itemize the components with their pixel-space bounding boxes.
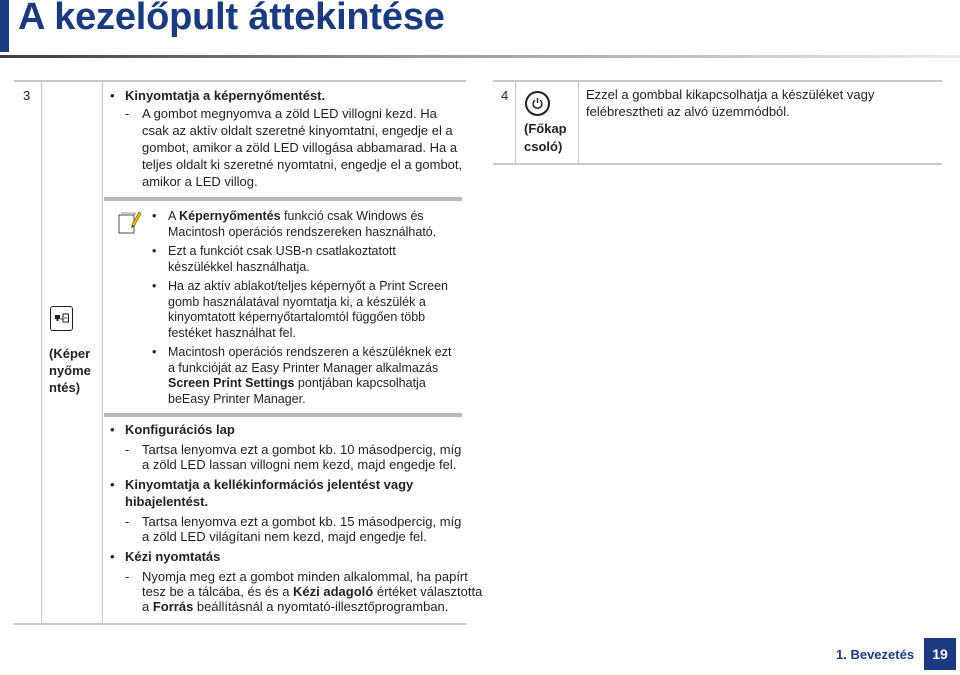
screen-print-icon: [50, 306, 73, 331]
manual-heading: Kézi nyomtatás: [125, 549, 221, 564]
footer-section-link[interactable]: 1. Bevezetés: [836, 647, 915, 662]
note-item-2: [152, 244, 457, 275]
manual-line-3-pre: a: [142, 599, 153, 614]
power-label-2: csoló): [524, 139, 563, 154]
page-number-badge: 19: [924, 638, 956, 670]
note-item-4-bold: Screen Print Settings: [168, 376, 295, 390]
screen-print-heading: Kinyomtatja a képernyőmentést.: [125, 88, 326, 103]
config-line-1: Tartsa lenyomva ezt a gombot kb. 10 másodpercig, míg: [142, 442, 462, 457]
supplies-heading-1: Kinyomtatja a kellékinformációs jelentést vagy: [125, 477, 414, 492]
title-underline: [0, 55, 960, 58]
note-item-4-pre: Macintosh operációs rendszeren a készüléknek ezt a funkcióját az Easy Printer Manager alkalmazás: [168, 345, 452, 375]
note-item-1: [152, 209, 457, 240]
manual-line-2-pre: tesz be a tálcába, és és a: [142, 584, 294, 599]
power-desc-2: felébresztheti az alvó üzemmódból.: [586, 104, 790, 119]
note-item-1-pre: A: [168, 209, 180, 223]
row3-bottom-rule: [14, 623, 466, 625]
note-item-4-post: pontjában kapcsolhatja beEasy Printer Manager.: [168, 376, 426, 406]
dash: -: [125, 514, 130, 529]
supplies-line-2: a zöld LED világítani nem kezd, majd engedje fel.: [142, 529, 427, 544]
manual-line-2-bold: Kézi adagoló: [293, 584, 374, 599]
dash: -: [125, 569, 130, 584]
note-item-4: [152, 345, 457, 407]
power-label-1: (Főkap: [524, 121, 567, 136]
power-desc-1: Ezzel a gombbal kikapcsolhatja a készüléket vagy: [586, 87, 875, 102]
row4-col-divider-2: [578, 82, 579, 163]
screen-print-label-3: ntés): [49, 380, 81, 395]
note-item-3: [152, 279, 457, 341]
bullet-dot: •: [110, 422, 115, 437]
row3-number: 3: [23, 88, 31, 103]
dash: -: [125, 106, 130, 121]
row3-col-divider-2: [102, 82, 103, 623]
manual-line-3-post: beállításnál a nyomtató-illesztőprogramban.: [193, 599, 449, 614]
row4-bottom-rule: [493, 163, 942, 165]
dash: -: [125, 442, 130, 457]
row4-number: 4: [501, 88, 509, 103]
manual-line-1: Nyomja meg ezt a gombot minden alkalommal, ha papírt: [142, 569, 468, 584]
note-item-1-bold: Képernyőmentés: [179, 209, 281, 223]
note-list: [152, 209, 457, 411]
note-item-1-post: funkció csak Windows és Macintosh operációs rendszereken használható.: [168, 209, 437, 239]
config-heading: Konfigurációs lap: [125, 422, 235, 437]
note-box: [104, 197, 462, 417]
screen-print-line-5: amikor a LED villog.: [142, 174, 258, 189]
note-item-2-text: Ezt a funkciót csak USB-n csatlakoztatott készülékkel használhatja.: [168, 244, 396, 274]
note-item-3-text: Ha az aktív ablakot/teljes képernyőt a Print Screen gomb használatával nyomtatja ki, a készülék a kinyomtatott képernyőtartalomtól függően több festéket használhat fel.: [168, 279, 449, 340]
bullet-dot: •: [110, 549, 115, 564]
title-accent-bar: [0, 0, 9, 52]
note-pencil-icon: [116, 209, 142, 242]
screen-print-line-2: csak az aktív oldalt szeretné kinyomtatni, engedje el a: [142, 123, 453, 138]
manual-line-3: [142, 598, 448, 615]
power-button-icon: [525, 91, 550, 116]
screen-print-line-4: teljes oldalt ki szeretné nyomtatni, engedje el a gombot,: [142, 157, 463, 172]
supplies-line-1: Tartsa lenyomva ezt a gombot kb. 15 másodpercig, míg: [142, 514, 462, 529]
page-title: A kezelőpult áttekintése: [18, 0, 445, 38]
manual-line-2-post: értéket választotta: [373, 584, 483, 599]
row3-col-divider-1: [41, 82, 42, 623]
config-line-2: a zöld LED lassan villogni nem kezd, majd engedje fel.: [142, 457, 457, 472]
manual-line-3-bold: Forrás: [152, 599, 194, 614]
screen-print-label-1: (Képer: [49, 346, 91, 361]
row3-top-rule: [14, 80, 466, 82]
supplies-heading-2: hibajelentést.: [125, 494, 209, 509]
screen-print-line-1: A gombot megnyomva a zöld LED villogni kezd. Ha: [142, 106, 437, 121]
row4-top-rule: [493, 80, 942, 82]
bullet-dot: •: [110, 88, 115, 103]
screen-print-label-2: nyőme: [49, 363, 91, 378]
row4-col-divider-1: [515, 82, 516, 163]
screen-print-line-3: gombot, amikor a zöld LED villogása abbamarad. Ha a: [142, 140, 458, 155]
bullet-dot: •: [110, 477, 115, 492]
